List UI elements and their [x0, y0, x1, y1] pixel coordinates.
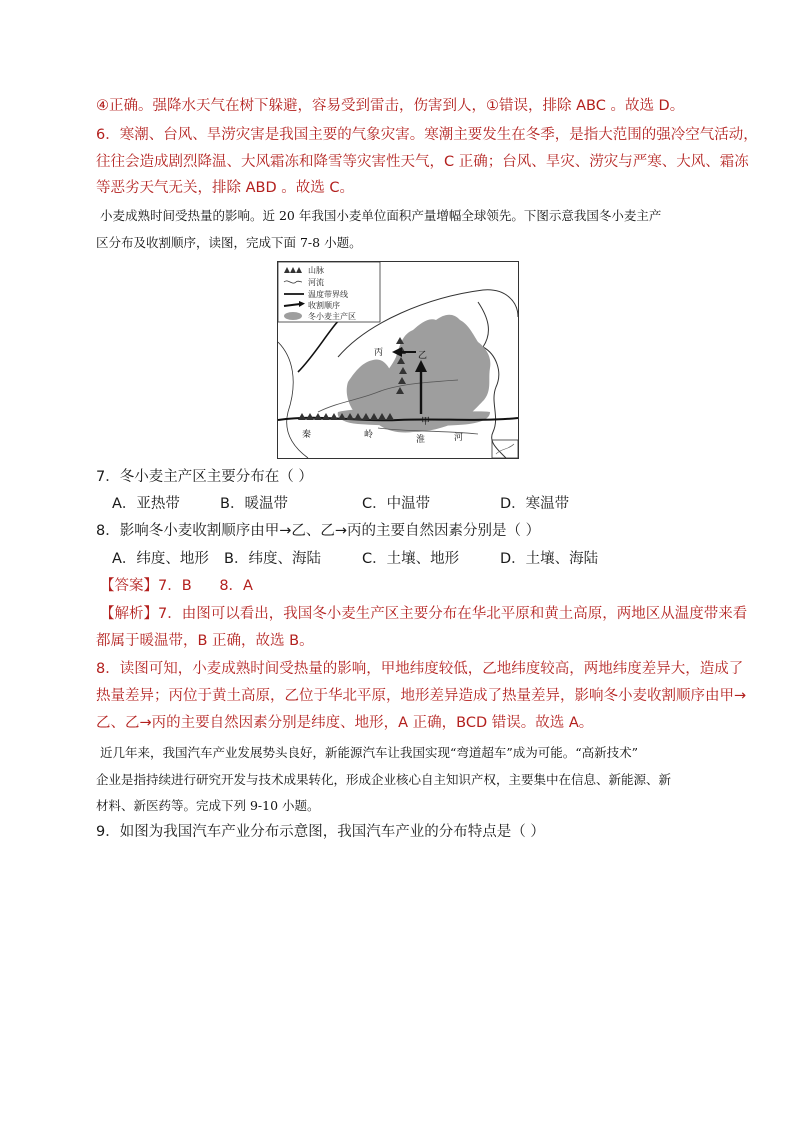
label-qin: 秦 — [302, 430, 312, 440]
analysis-q7-line1: 7．由图可以看出，我国冬小麦生产区主要分布在华北平原和黄土高原，两地区从温度带来看 — [158, 606, 748, 622]
q7-option-c[interactable]: C．中温带 — [362, 496, 431, 512]
passage1-line2: 区分布及收割顺序，读图，完成下面 7-8 小题。 — [96, 235, 362, 250]
inset-coast — [496, 444, 514, 454]
wheat-map-svg — [278, 262, 518, 458]
analysis-line1 — [100, 604, 747, 624]
analysis-q8-line3: 乙、乙→丙的主要自然因素分别是纬度、地形，A 正确，BCD 错误。故选 A。 — [96, 715, 594, 731]
analysis-q8-line2: 热量差异；丙位于黄土高原，乙位于华北平原，地形差异造成了热量差异，影响冬小麦收割顺序由甲→ — [96, 688, 747, 704]
legend-wheat-area: 冬小麦主产区 — [308, 312, 356, 321]
q8-stem: 8．影响冬小麦收割顺序由甲→乙、乙→丙的主要自然因素分别是（ ） — [96, 523, 541, 539]
legend-temp-boundary: 温度带界线 — [308, 290, 348, 299]
label-huai: 淮 — [416, 435, 426, 445]
wheat-map-figure — [277, 261, 519, 459]
analysis-continuation: ④正确。强降水天气在树下躲避，容易受到雷击，伤害到人，①错误，排除 ABC 。故选 D。 — [96, 98, 685, 114]
q7-stem: 7．冬小麦主产区主要分布在（ ） — [96, 469, 313, 485]
q7-option-a[interactable]: A．亚热带 — [112, 496, 180, 512]
passage1-line1: 小麦成熟时间受热量的影响。近 20 年我国小麦单位面积产量增幅全球领先。下图示意我国冬小麦主产 — [100, 208, 662, 223]
passage2-line3: 材料、新医药等。完成下列 9-10 小题。 — [96, 798, 320, 813]
west-border-line — [278, 342, 308, 458]
label-jia: 甲 — [421, 417, 431, 427]
answer-tag: 【答案】 — [100, 578, 158, 594]
passage2-line2: 企业是指持续进行研究开发与技术成果转化，形成企业核心自主知识产权，主要集中在信息、新能源、新 — [96, 772, 672, 787]
label-he: 河 — [454, 433, 464, 443]
answer-text: 7．B 8．A — [158, 578, 253, 594]
label-bing: 丙 — [374, 348, 384, 358]
legend-river: 河流 — [308, 278, 324, 287]
q8-options — [112, 549, 598, 569]
q8-option-d[interactable]: D．土壤、海陆 — [500, 551, 599, 567]
q8-option-c[interactable]: C．土壤、地形 — [362, 551, 460, 567]
label-ling: 岭 — [364, 430, 374, 440]
analysis-q6-line3: 等恶劣天气无关，排除 ABD 。故选 C。 — [96, 180, 354, 196]
legend-mountain: 山脉 — [308, 266, 324, 275]
analysis-q8-line1: 8．读图可知，小麦成熟时间受热量的影响，甲地纬度较低，乙地纬度较高，两地纬度差异大，造成了 — [96, 661, 744, 677]
answer-line — [100, 576, 253, 596]
q7-option-d[interactable]: D．寒温带 — [500, 496, 570, 512]
legend-wheat-icon — [284, 312, 302, 320]
q8-option-b[interactable]: B．纬度、海陆 — [224, 551, 321, 567]
analysis-q7-line2: 都属于暖温带，B 正确，故选 B。 — [96, 633, 314, 649]
legend-harvest-order: 收割顺序 — [308, 301, 340, 310]
q7-option-b[interactable]: B．暖温带 — [220, 496, 288, 512]
q9-stem: 9．如图为我国汽车产业分布示意图，我国汽车产业的分布特点是（ ） — [96, 824, 545, 840]
q8-option-a[interactable]: A．纬度、地形 — [112, 551, 209, 567]
label-yi: 乙 — [418, 351, 428, 361]
passage2-line1: 近几年来，我国汽车产业发展势头良好，新能源汽车让我国实现“弯道超车”成为可能。“高新技术” — [100, 745, 639, 760]
analysis-tag: 【解析】 — [100, 606, 158, 622]
q7-options — [112, 494, 569, 514]
legend-mountain-icon — [284, 267, 302, 273]
analysis-q6-line1: 6．寒潮、台风、旱涝灾害是我国主要的气象灾害。寒潮主要发生在冬季，是指大范围的强冷空气活动， — [96, 127, 758, 143]
analysis-q6-line2: 往往会造成剧烈降温、大风霜冻和降雪等灾害性天气，C 正确；台风、旱灾、涝灾与严寒、大风、霜冻 — [96, 154, 749, 170]
